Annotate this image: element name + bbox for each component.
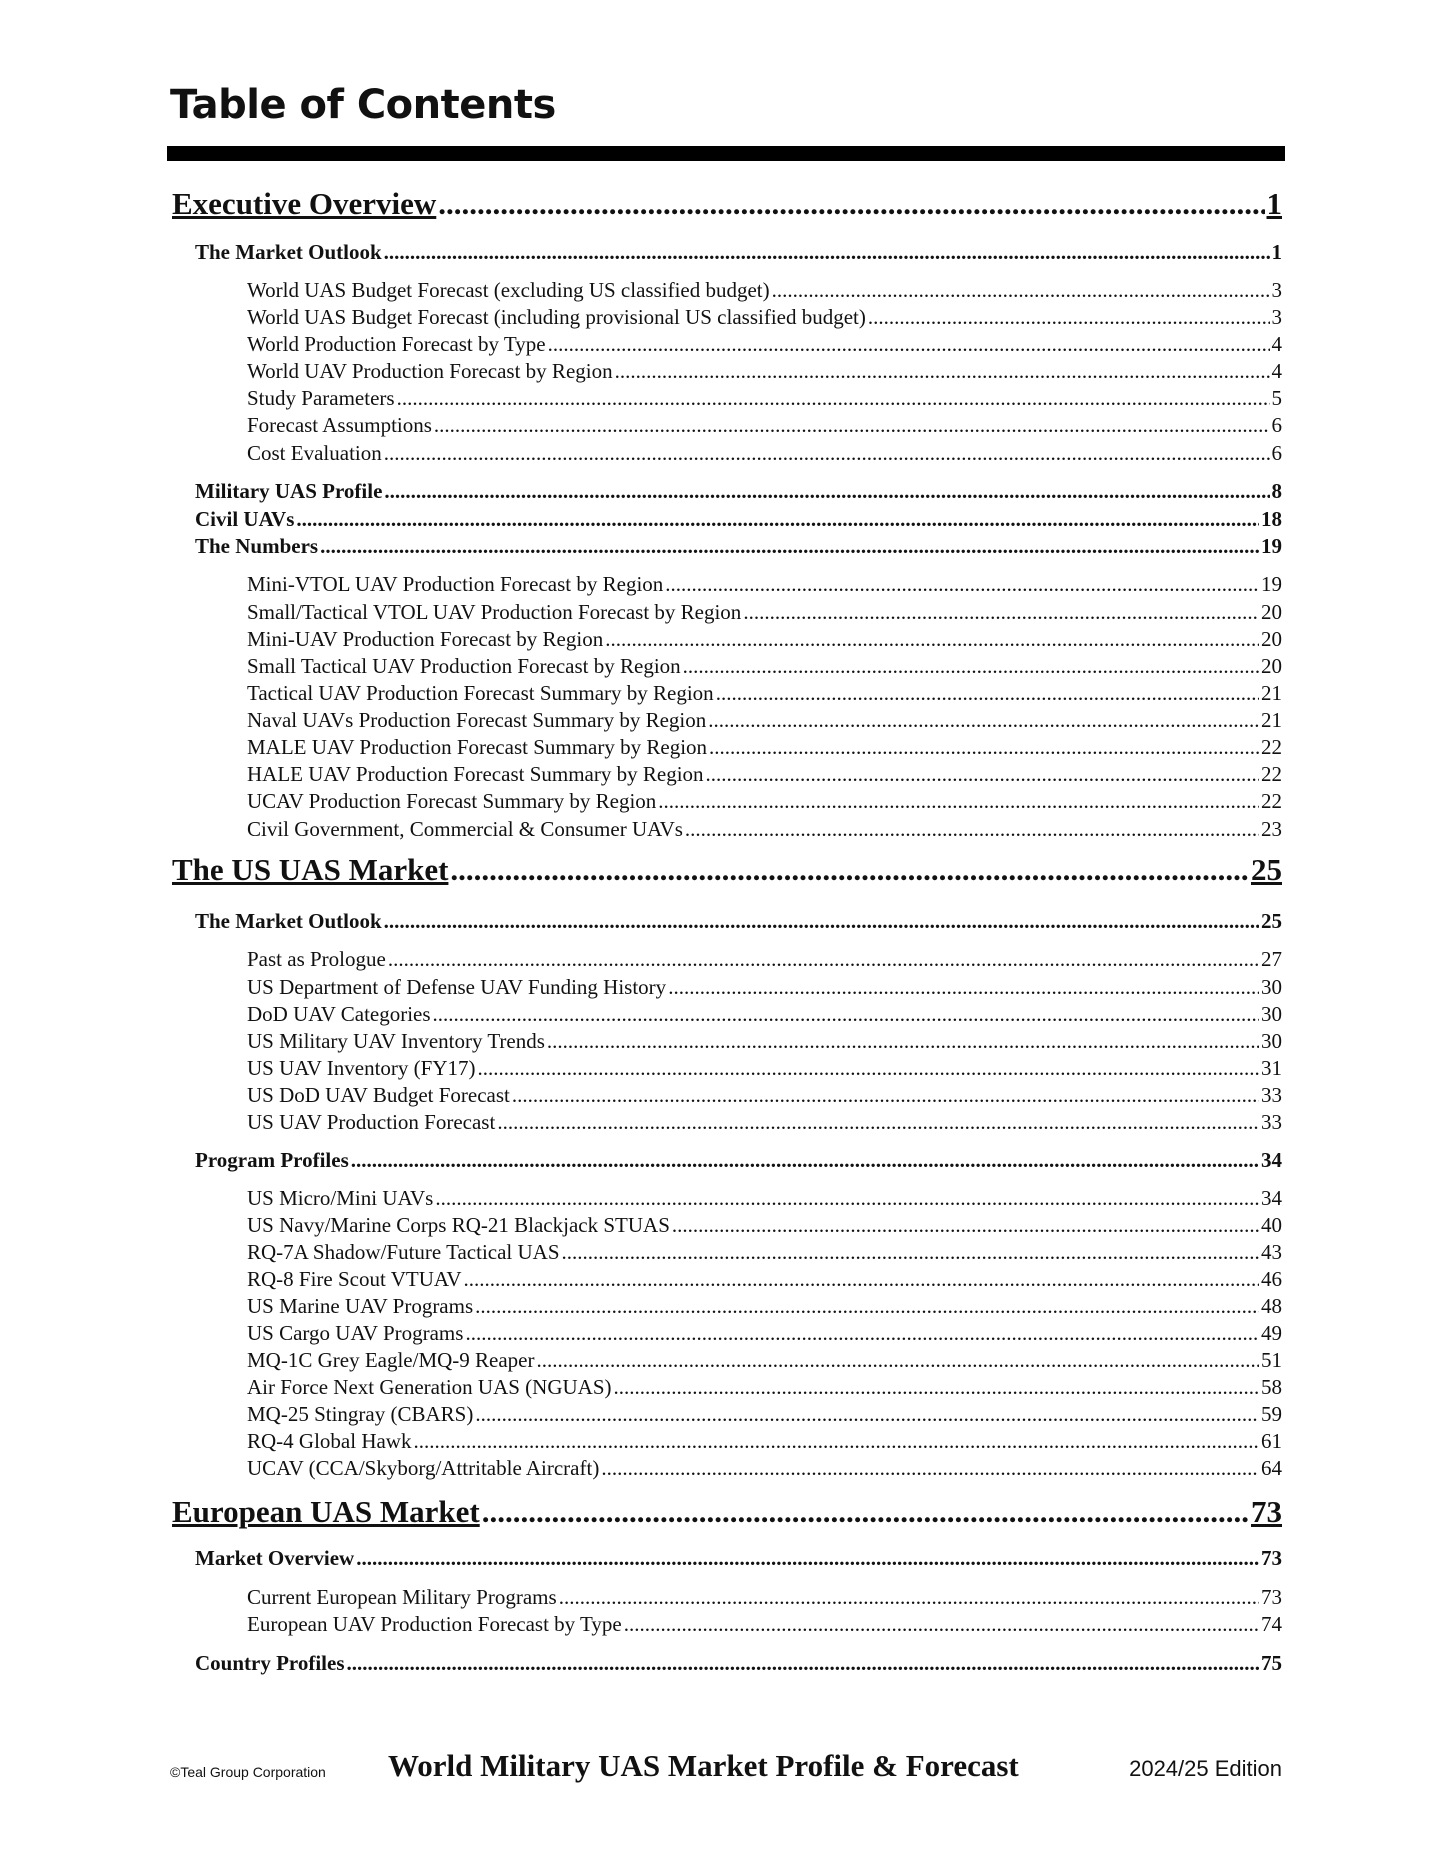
dot-leader [475, 1294, 1259, 1319]
toc-item-entry[interactable] [247, 1186, 1282, 1211]
dot-leader [868, 305, 1270, 330]
toc-item-entry-page-number: 6 [1271, 441, 1282, 465]
dot-leader [716, 681, 1259, 706]
toc-item-entry-label: Small/Tactical VTOL UAV Production Forecast by Region [247, 600, 742, 624]
toc-item-entry[interactable] [247, 386, 1282, 411]
toc-subsection-entry[interactable] [195, 507, 1282, 532]
toc-item-entry-page-number: 34 [1261, 1186, 1282, 1210]
toc-item-entry-label: World UAS Budget Forecast (excluding US classified budget) [247, 278, 770, 302]
toc-item-entry[interactable] [247, 1213, 1282, 1238]
toc-item-entry[interactable] [247, 1375, 1282, 1400]
toc-item-entry-label: Current European Military Programs [247, 1585, 557, 1609]
dot-leader [672, 1213, 1259, 1238]
toc-item-entry-label: Cost Evaluation [247, 441, 382, 465]
toc-item-entry[interactable] [247, 975, 1282, 1000]
toc-subsection-entry-label: The Numbers [195, 534, 319, 558]
toc-item-entry-page-number: 64 [1261, 1456, 1282, 1480]
toc-section-entry-page-number: 25 [1251, 852, 1282, 887]
toc-section-entry[interactable] [172, 186, 1282, 222]
toc-item-entry-label: DoD UAV Categories [247, 1002, 431, 1026]
toc-item-entry-label: US Navy/Marine Corps RQ-21 Blackjack STUAS [247, 1213, 670, 1237]
toc-item-entry-page-number: 58 [1261, 1375, 1282, 1399]
dot-leader [384, 479, 1269, 504]
toc-item-entry-label: US UAV Inventory (FY17) [247, 1056, 476, 1080]
dot-leader [709, 735, 1259, 760]
toc-item-entry[interactable] [247, 1456, 1282, 1481]
dot-leader [438, 186, 1264, 222]
toc-item-entry-page-number: 30 [1261, 975, 1282, 999]
toc-item-entry-label: US UAV Production Forecast [247, 1110, 496, 1134]
toc-item-entry-label: Civil Government, Commercial & Consumer UAVs [247, 817, 683, 841]
dot-leader [384, 441, 1270, 466]
toc-item-entry[interactable] [247, 305, 1282, 330]
toc-item-entry-label: MQ-25 Stingray (CBARS) [247, 1402, 474, 1426]
toc-item-entry-label: RQ-7A Shadow/Future Tactical UAS [247, 1240, 560, 1264]
toc-item-entry-label: Past as Prologue [247, 947, 386, 971]
toc-item-entry-label: US Marine UAV Programs [247, 1294, 474, 1318]
dot-leader [384, 240, 1270, 265]
toc-subsection-entry-page-number: 19 [1261, 534, 1282, 558]
dot-leader [497, 1110, 1259, 1135]
toc-item-entry-page-number: 59 [1261, 1402, 1282, 1426]
toc-item-entry-page-number: 21 [1261, 708, 1282, 732]
dot-leader [320, 534, 1259, 559]
dot-leader [547, 1029, 1259, 1054]
dot-leader [388, 947, 1259, 972]
toc-item-entry[interactable] [247, 1110, 1282, 1135]
toc-item-entry[interactable] [247, 681, 1282, 706]
dot-leader [615, 359, 1270, 384]
dot-leader [435, 1186, 1259, 1211]
dot-leader [475, 1402, 1259, 1427]
toc-subsection-entry-label: The Market Outlook [195, 240, 382, 264]
toc-item-entry[interactable] [247, 332, 1282, 357]
dot-leader [512, 1083, 1259, 1108]
toc-item-entry-page-number: 40 [1261, 1213, 1282, 1237]
toc-item-entry-label: RQ-8 Fire Scout VTUAV [247, 1267, 462, 1291]
toc-item-entry-label: US DoD UAV Budget Forecast [247, 1083, 510, 1107]
toc-subsection-entry-label: Country Profiles [195, 1651, 345, 1675]
dot-leader [450, 852, 1249, 888]
dot-leader [356, 1546, 1259, 1571]
dot-leader [605, 627, 1259, 652]
toc-item-entry-label: US Department of Defense UAV Funding History [247, 975, 667, 999]
footer-copyright: ©Teal Group Corporation [170, 1764, 326, 1780]
dot-leader [559, 1585, 1259, 1610]
dot-leader [482, 1494, 1249, 1530]
toc-item-entry[interactable] [247, 1321, 1282, 1346]
toc-item-entry-page-number: 4 [1271, 332, 1282, 356]
dot-leader [772, 278, 1270, 303]
toc-item-entry[interactable] [247, 1056, 1282, 1081]
toc-item-entry-label: Forecast Assumptions [247, 413, 432, 437]
toc-item-entry-page-number: 61 [1261, 1429, 1282, 1453]
toc-item-entry-page-number: 20 [1261, 627, 1282, 651]
toc-item-entry-label: RQ-4 Global Hawk [247, 1429, 412, 1453]
dot-leader [465, 1321, 1259, 1346]
toc-item-entry[interactable] [247, 600, 1282, 625]
toc-item-entry[interactable] [247, 1083, 1282, 1108]
dot-leader [614, 1375, 1259, 1400]
dot-leader [351, 1148, 1259, 1173]
toc-subsection-entry[interactable] [195, 240, 1282, 265]
toc-subsection-entry-page-number: 18 [1261, 507, 1282, 531]
toc-item-entry-label: US Military UAV Inventory Trends [247, 1029, 545, 1053]
toc-item-entry-page-number: 22 [1261, 735, 1282, 759]
dot-leader [537, 1348, 1260, 1373]
dot-leader [296, 507, 1259, 532]
toc-item-entry-page-number: 3 [1271, 305, 1282, 329]
toc-section-entry-page-number: 73 [1251, 1494, 1282, 1529]
toc-item-entry-label: World UAS Budget Forecast (including provisional US classified budget) [247, 305, 866, 329]
toc-item-entry-page-number: 27 [1261, 947, 1282, 971]
toc-item-entry-label: Mini-VTOL UAV Production Forecast by Region [247, 572, 664, 596]
toc-item-entry[interactable] [247, 572, 1282, 597]
toc-subsection-entry-label: Military UAS Profile [195, 479, 383, 503]
toc-section-entry-label: The US UAS Market [172, 852, 449, 887]
toc-item-entry-label: World UAV Production Forecast by Region [247, 359, 613, 383]
dot-leader [685, 817, 1259, 842]
dot-leader [668, 975, 1259, 1000]
toc-subsection-entry-label: Program Profiles [195, 1148, 349, 1172]
toc-item-entry[interactable] [247, 1002, 1282, 1027]
toc-item-entry[interactable] [247, 1612, 1282, 1637]
dot-leader [665, 572, 1259, 597]
toc-item-entry-label: UCAV (CCA/Skyborg/Attritable Aircraft) [247, 1456, 600, 1480]
toc-subsection-entry[interactable] [195, 1546, 1282, 1571]
toc-item-entry-page-number: 33 [1261, 1110, 1282, 1134]
toc-item-entry-page-number: 33 [1261, 1083, 1282, 1107]
toc-item-entry-label: Small Tactical UAV Production Forecast by Region [247, 654, 681, 678]
dot-leader [434, 413, 1270, 438]
toc-subsection-entry-page-number: 75 [1261, 1651, 1282, 1675]
toc-item-entry[interactable] [247, 359, 1282, 384]
toc-item-entry-page-number: 49 [1261, 1321, 1282, 1345]
footer-report-title: World Military UAS Market Profile & Forecast [388, 1748, 1019, 1783]
toc-item-entry[interactable] [247, 1294, 1282, 1319]
dot-leader [743, 600, 1259, 625]
toc-item-entry[interactable] [247, 735, 1282, 760]
dot-leader [463, 1267, 1259, 1292]
dot-leader [624, 1612, 1259, 1637]
toc-section-entry[interactable] [172, 1494, 1282, 1530]
footer-edition: 2024/25 Edition [1129, 1756, 1282, 1781]
toc-subsection-entry-page-number: 73 [1261, 1546, 1282, 1570]
toc-subsection-entry[interactable] [195, 909, 1282, 934]
toc-section-entry-label: European UAS Market [172, 1494, 480, 1529]
toc-item-entry-page-number: 51 [1261, 1348, 1282, 1372]
toc-item-entry-page-number: 31 [1261, 1056, 1282, 1080]
dot-leader [562, 1240, 1259, 1265]
dot-leader [384, 909, 1259, 934]
toc-item-entry[interactable] [247, 627, 1282, 652]
toc-item-entry-page-number: 43 [1261, 1240, 1282, 1264]
toc-item-entry[interactable] [247, 1029, 1282, 1054]
dot-leader [658, 789, 1259, 814]
toc-item-entry[interactable] [247, 1240, 1282, 1265]
dot-leader [706, 762, 1259, 787]
toc-item-entry-page-number: 20 [1261, 600, 1282, 624]
page-title: Table of Contents [170, 82, 556, 128]
toc-item-entry-page-number: 48 [1261, 1294, 1282, 1318]
toc-item-entry-page-number: 20 [1261, 654, 1282, 678]
dot-leader [708, 708, 1259, 733]
toc-subsection-entry-page-number: 34 [1261, 1148, 1282, 1172]
toc-item-entry[interactable] [247, 762, 1282, 787]
toc-subsection-entry-page-number: 8 [1271, 479, 1282, 503]
toc-section-entry[interactable] [172, 852, 1282, 888]
dot-leader [477, 1056, 1259, 1081]
toc-item-entry-label: Mini-UAV Production Forecast by Region [247, 627, 604, 651]
toc-item-entry-page-number: 21 [1261, 681, 1282, 705]
toc-item-entry-label: World Production Forecast by Type [247, 332, 546, 356]
toc-item-entry-label: Tactical UAV Production Forecast Summary by Region [247, 681, 714, 705]
dot-leader [347, 1651, 1259, 1676]
toc-item-entry-label: US Micro/Mini UAVs [247, 1186, 434, 1210]
toc-subsection-entry[interactable] [195, 1148, 1282, 1173]
toc-item-entry-page-number: 30 [1261, 1029, 1282, 1053]
toc-item-entry[interactable] [247, 817, 1282, 842]
page-footer [0, 1748, 1445, 1788]
toc-item-entry[interactable] [247, 1585, 1282, 1610]
toc-item-entry[interactable] [247, 708, 1282, 733]
toc-subsection-entry-label: Market Overview [195, 1546, 355, 1570]
toc-item-entry-page-number: 30 [1261, 1002, 1282, 1026]
toc-item-entry[interactable] [247, 1402, 1282, 1427]
toc-section-entry-label: Executive Overview [172, 186, 437, 221]
toc-item-entry-page-number: 23 [1261, 817, 1282, 841]
toc-item-entry[interactable] [247, 441, 1282, 466]
toc-item-entry-page-number: 22 [1261, 762, 1282, 786]
toc-subsection-entry-label: Civil UAVs [195, 507, 295, 531]
toc-subsection-entry-page-number: 1 [1271, 240, 1282, 264]
dot-leader [601, 1456, 1259, 1481]
toc-item-entry-page-number: 19 [1261, 572, 1282, 596]
toc-item-entry-page-number: 46 [1261, 1267, 1282, 1291]
toc-item-entry[interactable] [247, 413, 1282, 438]
toc-item-entry-page-number: 3 [1271, 278, 1282, 302]
toc-subsection-entry-page-number: 25 [1261, 909, 1282, 933]
toc-section-entry-page-number: 1 [1266, 186, 1282, 221]
toc-subsection-entry-label: The Market Outlook [195, 909, 382, 933]
dot-leader [413, 1429, 1259, 1454]
toc-item-entry-page-number: 4 [1271, 359, 1282, 383]
dot-leader [548, 332, 1270, 357]
toc-item-entry-label: US Cargo UAV Programs [247, 1321, 464, 1345]
toc-item-entry-label: European UAV Production Forecast by Type [247, 1612, 622, 1636]
toc-item-entry-page-number: 5 [1271, 386, 1282, 410]
toc-item-entry-label: HALE UAV Production Forecast Summary by Region [247, 762, 704, 786]
toc-item-entry[interactable] [247, 1348, 1282, 1373]
dot-leader [683, 654, 1259, 679]
toc-item-entry-label: Naval UAVs Production Forecast Summary by Region [247, 708, 707, 732]
toc-item-entry[interactable] [247, 1267, 1282, 1292]
toc-subsection-entry[interactable] [195, 1651, 1282, 1676]
toc-item-entry-label: UCAV Production Forecast Summary by Region [247, 789, 657, 813]
toc-item-entry-page-number: 74 [1261, 1612, 1282, 1636]
dot-leader [433, 1002, 1259, 1027]
toc-item-entry-page-number: 73 [1261, 1585, 1282, 1609]
toc-item-entry-label: MQ-1C Grey Eagle/MQ-9 Reaper [247, 1348, 535, 1372]
toc-item-entry[interactable] [247, 278, 1282, 303]
toc-item-entry-page-number: 22 [1261, 789, 1282, 813]
dot-leader [397, 386, 1270, 411]
toc-item-entry-page-number: 6 [1271, 413, 1282, 437]
toc-item-entry[interactable] [247, 1429, 1282, 1454]
toc-item-entry-label: Air Force Next Generation UAS (NGUAS) [247, 1375, 612, 1399]
toc-item-entry[interactable] [247, 789, 1282, 814]
toc-subsection-entry[interactable] [195, 534, 1282, 559]
toc-item-entry[interactable] [247, 654, 1282, 679]
toc-item-entry-label: MALE UAV Production Forecast Summary by Region [247, 735, 708, 759]
toc-subsection-entry[interactable] [195, 479, 1282, 504]
toc-item-entry-label: Study Parameters [247, 386, 395, 410]
toc-item-entry[interactable] [247, 947, 1282, 972]
